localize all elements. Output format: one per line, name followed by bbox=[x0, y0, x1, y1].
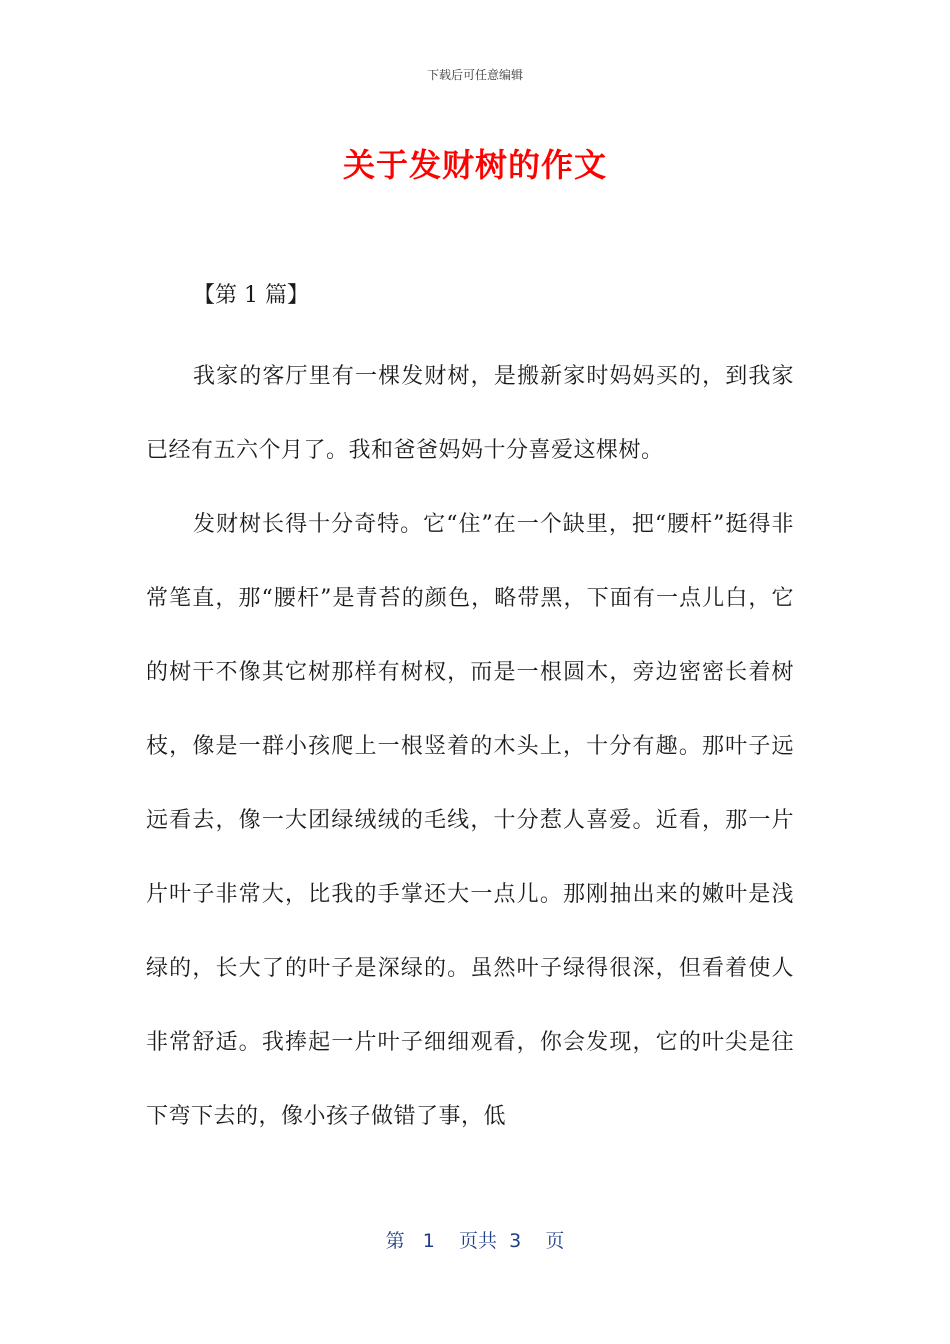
page-footer bbox=[0, 1226, 950, 1253]
footer-page-number: 1 bbox=[422, 1230, 435, 1252]
section-label: 【第 1 篇】 bbox=[193, 283, 309, 308]
document-body bbox=[146, 340, 794, 1154]
paragraph-1: 我家的客厅里有一棵发财树，是搬新家时妈妈买的，到我家已经有五六个月了。我和爸爸妈妈十分喜爱这棵树。 bbox=[146, 364, 794, 463]
footer-page-total: 3 bbox=[509, 1230, 522, 1252]
document-title: 关于发财树的作文 bbox=[342, 146, 607, 184]
footer-page-middle: 页共 bbox=[459, 1230, 498, 1252]
header-note: 下载后可任意编辑 bbox=[426, 68, 523, 82]
paragraph-2: 发财树长得十分奇特。它“住”在一个缺里，把“腰杆”挺得非常笔直，那“腰杆”是青苔的颜色，略带黑，下面有一点儿白，它的树干不像其它树那样有树杈，而是一根圆木，旁边密密长着树枝，像是一群小孩爬上一根竖着的木头上，十分有趣。那叶子远远看去，像一大团绿绒绒的毛线，十分惹人喜爱。近看，那一片片叶子非常大，比我的手掌还大一点儿。那刚抽出来的嫩叶是浅绿的，长大了的叶子是深绿的。虽然叶子绿得很深，但看着使人非常舒适。我捧起一片叶子细细观看，你会发现，它的叶尖是往下弯下去的，像小孩子做错了事，低 bbox=[146, 512, 794, 1129]
footer-page-prefix: 第 bbox=[385, 1230, 405, 1252]
footer-page-suffix: 页 bbox=[545, 1230, 565, 1252]
